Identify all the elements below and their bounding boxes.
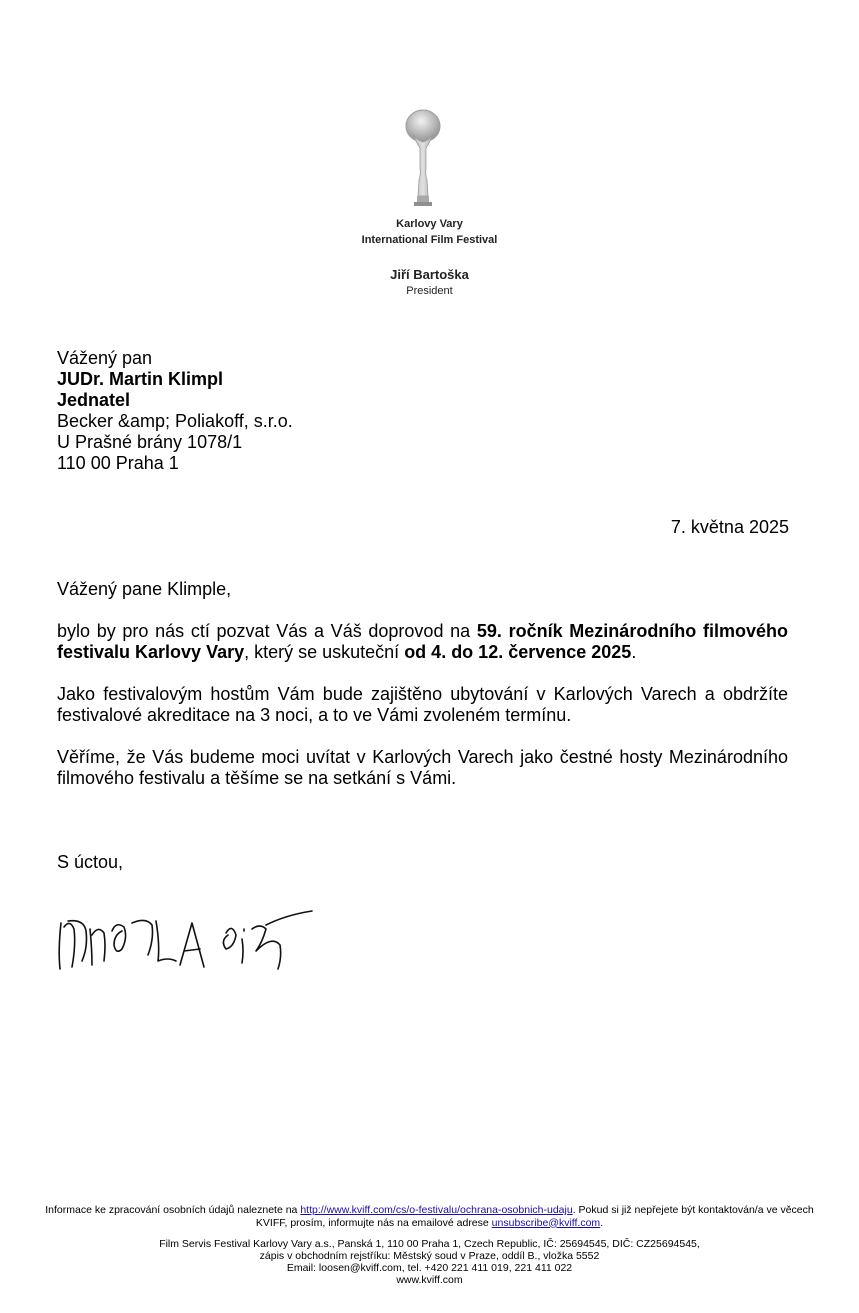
president-title: President (406, 285, 453, 297)
recipient-company: Becker &amp; Poliakoff, s.r.o. (57, 411, 293, 431)
company-website: www.kviff.com (396, 1274, 463, 1286)
privacy-notice (40, 1204, 819, 1229)
paragraph-accommodation: Jako festivalovým hostům Vám bude zajištěno ubytování v Karlových Varech a obdržíte festivalové akreditace na 3 noci, a to ve Vámi zvoleném termínu. (57, 684, 788, 725)
company-info-line1: Film Servis Festival Karlovy Vary a.s., Panská 1, 110 00 Praha 1, Czech Republic, IČ: 25694545, DIČ: CZ25694545, (159, 1238, 700, 1250)
recipient-street: U Prašné brány 1078/1 (57, 432, 243, 452)
greeting: Vážený pane Klimple, (57, 579, 232, 599)
festival-edition: 59. ročník Mezinárodního filmového festivalu Karlovy Vary (57, 621, 788, 662)
recipient-name: JUDr. Martin Klimpl (57, 369, 224, 389)
privacy-notice-post: . (600, 1216, 604, 1229)
recipient-role: Jednatel (57, 390, 131, 410)
recipient-salutation: Vážený pan (57, 348, 153, 368)
paragraph-invitation-post: . (631, 642, 637, 662)
organization-name-line1: Karlovy Vary (396, 218, 463, 230)
paragraph-welcome: Věříme, že Vás budeme moci uvítat v Karlových Varech jako čestné hosty Mezinárodního filmového festivalu a těšíme se na setkání s Vámi. (57, 747, 788, 788)
unsubscribe-email-link[interactable]: unsubscribe@kviff.com (491, 1216, 601, 1229)
recipient-city: 110 00 Praha 1 (57, 453, 179, 473)
crystal-globe-logo-icon (399, 108, 447, 210)
privacy-policy-link[interactable]: http://www.kviff.com/cs/o-festivalu/ochrana-osobnich-udaju (300, 1204, 573, 1216)
president-name: Jiří Bartoška (390, 267, 469, 282)
letter-date: 7. května 2025 (670, 517, 789, 537)
closing: S úctou, (57, 852, 124, 872)
privacy-notice-pre: Informace ke zpracování osobních údajů naleznete na (45, 1204, 301, 1216)
privacy-notice-mid: . Pokud si již nepřejete být kontaktován/a ve věcech KVIFF, prosím, informujte nás na emailové adrese (255, 1204, 814, 1229)
festival-dates: od 4. do 12. července 2025 (404, 642, 632, 662)
company-info-line2: zápis v obchodním rejstříku: Městský soud v Praze, oddíl B., vložka 5552 (259, 1250, 600, 1262)
paragraph-invitation-mid: , který se uskuteční (244, 642, 405, 662)
paragraph-invitation (57, 621, 788, 663)
organization-name-line2: International Film Festival (361, 234, 498, 246)
handwritten-signature (56, 905, 318, 977)
company-contact-line: Email: loosen@kviff.com, tel. +420 221 411 019, 221 411 022 (286, 1262, 573, 1274)
paragraph-invitation-pre: bylo by pro nás ctí pozvat Vás a Váš doprovod na (57, 621, 477, 641)
